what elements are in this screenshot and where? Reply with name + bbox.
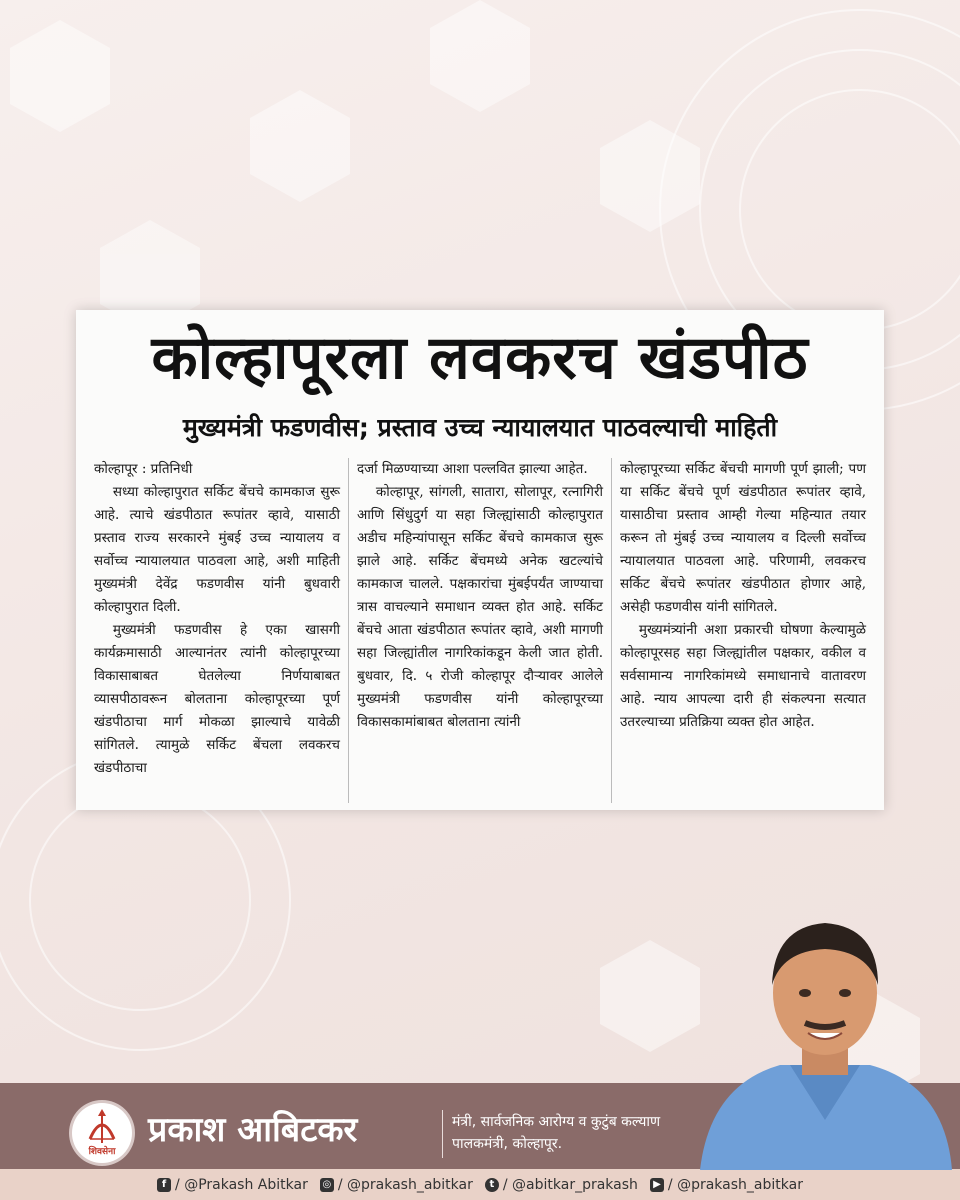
facebook-icon: f bbox=[157, 1178, 171, 1192]
paragraph: मुख्यमंत्र्यांनी अशा प्रकारची घोषणा केल्यामुळे कोल्हापूरसह सहा जिल्ह्यांतील पक्षकार, वकील व सर्वसामान्य नागरिकांमध्ये समाधानाचे वातावरण आहे. न्याय आपल्या दारी ही संकल्पना सत्यात उतरल्याच्या प्रतिक्रिया व्यक्त होत आहेत. bbox=[620, 622, 866, 730]
social-links bbox=[0, 1169, 960, 1200]
party-logo bbox=[72, 1103, 132, 1163]
paragraph: सध्या कोल्हापुरात सर्किट बेंचचे कामकाज सुरू आहे. त्याचे खंडपीठात रूपांतर व्हावे, यासाठी प्रस्ताव राज्य सरकारने मुंबई उच्च न्यायालय व सर्वोच्च न्यायालयात पाठवला आहे, अशी माहिती मुख्यमंत्री देवेंद्र फडणवीस यांनी बुधवारी कोल्हापुरात दिली. bbox=[94, 484, 340, 615]
twitter-link[interactable] bbox=[485, 1177, 638, 1193]
facebook-handle: / @Prakash Abitkar bbox=[175, 1176, 308, 1193]
article-column-2 bbox=[348, 458, 611, 803]
logo-text: शिवसेना bbox=[88, 1147, 116, 1157]
instagram-link[interactable] bbox=[320, 1177, 473, 1193]
paragraph: मुख्यमंत्री फडणवीस हे एका खासगी कार्यक्रमासाठी आल्यानंतर त्यांनी कोल्हापूरच्या विकासाबाबत घेतलेल्या निर्णयाबाबत व्यासपीठावरून बोलताना कोल्हापूरच्या पूर्ण खंडपीठाचा मार्ग मोकळा झाल्याचे यावेळी सांगितले. त्यामुळे सर्किट बेंचला लवकरच खंडपीठाचा bbox=[94, 622, 340, 776]
designation-line-1: मंत्री, सार्वजनिक आरोग्य व कुटुंब कल्याण bbox=[452, 1114, 661, 1130]
brand-name: प्रकाश आबिटकर bbox=[148, 1110, 358, 1150]
article-column-1 bbox=[86, 458, 348, 803]
instagram-icon: ◎ bbox=[320, 1178, 334, 1192]
footer-divider bbox=[442, 1110, 443, 1158]
paragraph: कोल्हापूर, सांगली, सातारा, सोलापूर, रत्नागिरी आणि सिंधुदुर्ग या सहा जिल्ह्यांसाठी कोल्हापुरात अडीच महिन्यांपासून सर्किट बेंचचे कामकाज सुरू झाले आहे. सर्किट बेंचमध्ये अनेक खटल्यांचे कामकाज चालले. पक्षकारांचा मुंबईपर्यंत जाण्याचा त्रास वाचल्याने समाधान व्यक्त होत आहे. सर्किट बेंचचे आता खंडपीठात रूपांतर व्हावे, अशी मागणी सहा जिल्ह्यांतील नागरिकांकडून केली जात होती. बुधवार, दि. ५ रोजी कोल्हापूर दौऱ्यावर आलेले मुख्यमंत्री फडणवीस यांनी कोल्हापूरच्या विकासकामांबाबत बोलताना त्यांनी bbox=[357, 484, 603, 730]
designation-line-2: पालकमंत्री, कोल्हापूर. bbox=[452, 1136, 563, 1152]
paragraph: कोल्हापूरच्या सर्किट बेंचची मागणी पूर्ण झाली; पण या सर्किट बेंचचे पूर्ण खंडपीठात रूपांतर व्हावे, यासाठीचा प्रस्ताव आम्ही गेल्या महिन्यात तयार करून तो मुंबई उच्च न्यायालय व दिल्ली सर्वोच्च न्यायालयात पाठवला आहे. परिणामी, लवकरच सर्किट बेंचचे रूपांतर खंडपीठात होणार आहे, असेही फडणवीस यांनी सांगितले. bbox=[620, 461, 866, 615]
youtube-handle: / @prakash_abitkar bbox=[667, 1176, 803, 1193]
dateline: कोल्हापूर : प्रतिनिधी bbox=[94, 461, 193, 477]
article-columns bbox=[86, 458, 874, 803]
twitter-handle: / @abitkar_prakash bbox=[502, 1176, 638, 1193]
subheadline: मुख्यमंत्री फडणवीस; प्रस्ताव उच्च न्यायालयात पाठवल्याची माहिती bbox=[182, 413, 778, 442]
portrait-photo bbox=[690, 905, 960, 1170]
newspaper-clipping bbox=[76, 310, 884, 810]
paragraph: दर्जा मिळण्याच्या आशा पल्लवित झाल्या आहेत. bbox=[357, 461, 588, 477]
youtube-link[interactable] bbox=[650, 1177, 803, 1193]
headline: कोल्हापूरला लवकरच खंडपीठ bbox=[151, 323, 809, 393]
twitter-icon: t bbox=[485, 1178, 499, 1192]
youtube-icon: ▶ bbox=[650, 1178, 664, 1192]
instagram-handle: / @prakash_abitkar bbox=[337, 1176, 473, 1193]
article-column-3 bbox=[611, 458, 874, 803]
facebook-link[interactable] bbox=[157, 1177, 308, 1193]
